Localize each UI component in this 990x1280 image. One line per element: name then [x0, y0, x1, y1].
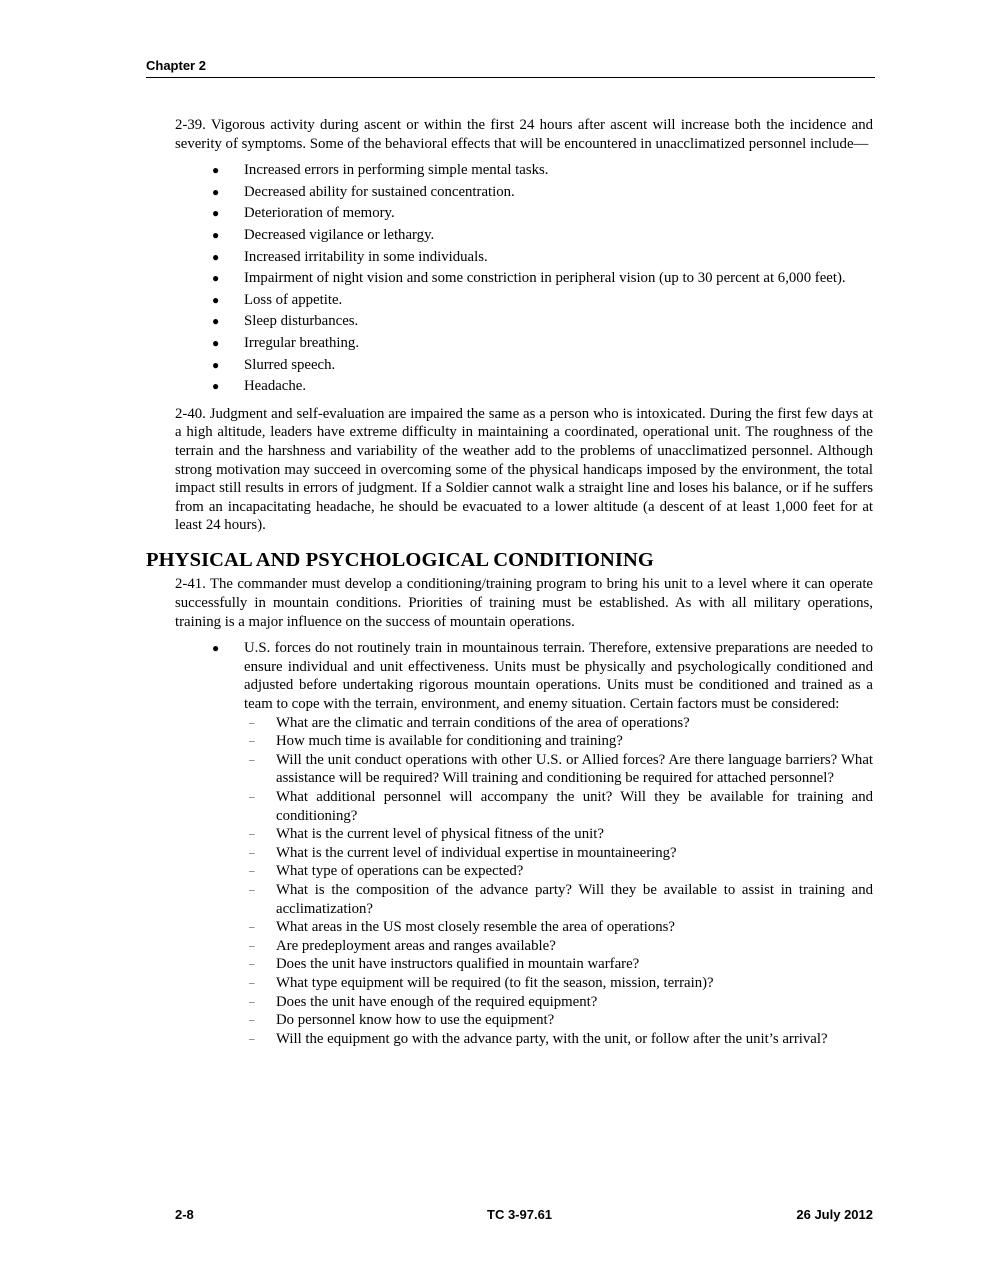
list-item [175, 248, 873, 267]
bullet-icon: ● [212, 357, 220, 372]
dash-icon: – [249, 958, 255, 971]
list-item-text: Slurred speech. [244, 356, 336, 373]
factor-item [244, 844, 873, 863]
list-item-text: Decreased ability for sustained concentration. [244, 183, 515, 200]
factor-text: What is the current level of physical fitness of the unit? [276, 826, 604, 843]
list-item [175, 377, 873, 396]
dash-icon: – [249, 921, 255, 934]
list-item [175, 334, 873, 353]
dash-icon: – [249, 1014, 255, 1027]
document-id: TC 3-97.61 [487, 1207, 553, 1222]
bullet-icon: ● [212, 163, 220, 178]
page-body [146, 116, 873, 1057]
conditioning-list [175, 639, 873, 1048]
list-item [175, 161, 873, 180]
factor-text: Are predeployment areas and ranges available? [276, 937, 556, 954]
factor-item [244, 862, 873, 881]
list-item-text: Increased errors in performing simple mental tasks. [244, 162, 549, 179]
factor-text: Does the unit have instructors qualified in mountain warfare? [276, 956, 640, 973]
dash-icon: – [249, 846, 255, 859]
paragraph-2-39: 2-39. Vigorous activity during ascent or within the first 24 hours after ascent will increase both the incidence and severity of symptoms. Some of the behavioral effects that will be encountered in unacclimatized personnel include— [175, 117, 873, 152]
dash-icon: – [249, 976, 255, 989]
dash-icon: – [249, 883, 255, 896]
bullet-icon: ● [212, 379, 220, 394]
list-item [175, 356, 873, 375]
factor-text: What type of operations can be expected? [276, 863, 524, 880]
factor-item [244, 714, 873, 733]
bullet-icon: ● [212, 292, 220, 307]
factor-text: What type equipment will be required (to fit the season, mission, terrain)? [276, 974, 714, 991]
list-item [175, 291, 873, 310]
bullet-icon: ● [212, 641, 220, 656]
factor-text: Will the unit conduct operations with other U.S. or Allied forces? Are there language barriers? What assistance will be required? Will training and conditioning be required for attached personnel? [276, 751, 873, 787]
list-item-text: Increased irritability in some individuals. [244, 248, 488, 265]
list-item-text: Headache. [244, 378, 307, 395]
section-heading: PHYSICAL AND PSYCHOLOGICAL CONDITIONING [146, 548, 654, 571]
list-item-text: Sleep disturbances. [244, 313, 359, 330]
dash-icon: – [249, 865, 255, 878]
page-number: 2-8 [175, 1207, 194, 1222]
list-item [175, 204, 873, 223]
factor-item [244, 974, 873, 993]
bullet-icon: ● [212, 184, 220, 199]
dash-icon: – [249, 753, 255, 766]
factor-text: What is the current level of individual expertise in mountaineering? [276, 844, 677, 861]
list-item-text: Deterioration of memory. [244, 205, 395, 222]
factor-item [244, 993, 873, 1012]
factor-item [244, 1011, 873, 1030]
factor-item [244, 937, 873, 956]
list-item-text: Irregular breathing. [244, 334, 360, 351]
chapter-label: Chapter 2 [146, 58, 206, 73]
publication-date: 26 July 2012 [796, 1207, 873, 1222]
bullet-icon: ● [212, 335, 220, 350]
dash-icon: – [249, 828, 255, 841]
dash-icon: – [249, 791, 255, 803]
factor-item [244, 1030, 873, 1049]
list-item [175, 269, 873, 288]
dash-icon: – [249, 939, 255, 952]
factor-item [244, 788, 873, 825]
factor-item [244, 732, 873, 751]
list-item-text: Loss of appetite. [244, 291, 343, 308]
factor-text: Will the equipment go with the advance party, with the unit, or follow after the unit’s arrival? [276, 1030, 828, 1047]
factors-list [244, 714, 873, 1049]
list-item-text: Decreased vigilance or lethargy. [244, 226, 435, 243]
factor-text: What is the composition of the advance party? Will they be available to assist in training and acclimatization? [276, 881, 873, 917]
factor-item [244, 955, 873, 974]
bullet-icon: ● [212, 271, 220, 286]
dash-icon: – [249, 716, 255, 729]
list-item-text: Impairment of night vision and some constriction in peripheral vision (up to 30 percent at 6,000 feet). [244, 270, 846, 287]
page-header [146, 58, 875, 78]
factor-text: How much time is available for conditioning and training? [276, 733, 623, 750]
dash-icon: – [249, 995, 255, 1008]
factor-text: Does the unit have enough of the required equipment? [276, 993, 598, 1010]
factor-text: What areas in the US most closely resemble the area of operations? [276, 919, 675, 936]
list-item [175, 226, 873, 245]
dash-icon: – [249, 1032, 255, 1045]
bullet-icon: ● [212, 206, 220, 221]
list-item [175, 312, 873, 331]
paragraph-2-41: 2-41. The commander must develop a conditioning/training program to bring his unit to a level where it can operate successfully in mountain conditions. Priorities of training must be established. As with all military operations, training is a major influence on the success of mountain operations. [175, 576, 873, 630]
bullet-icon: ● [212, 314, 220, 329]
paragraph-2-40: 2-40. Judgment and self-evaluation are impaired the same as a person who is intoxicated. During the first few days at a high altitude, leaders have extreme difficulty in maintaining a coordinated, operational unit. The roughness of the terrain and the harshness and variability of the weather add to the problems of unacclimatized personnel. Although strong motivation may succeed in overcoming some of the physical handicaps imposed by the environment, the total impact still results in errors of judgment. If a Soldier cannot walk a straight line and loses his balance, or if he suffers from an incapacitating headache, he should be evacuated to a lower altitude (a descent of at least 1,000 feet for at least 24 hours). [175, 405, 873, 534]
bullet-icon: ● [212, 227, 220, 242]
list-item [175, 183, 873, 202]
factor-item [244, 825, 873, 844]
list-item [175, 639, 873, 1048]
behavioral-effects-list [175, 161, 873, 396]
factor-item [244, 918, 873, 937]
factor-text: What additional personnel will accompany the unit? Will they be available for training and conditioning? [276, 789, 873, 824]
page-footer [175, 1207, 873, 1225]
factor-item [244, 881, 873, 918]
factor-text: Do personnel know how to use the equipment? [276, 1012, 555, 1029]
factor-item [244, 751, 873, 788]
factor-text: What are the climatic and terrain conditions of the area of operations? [276, 714, 690, 731]
bullet-icon: ● [212, 249, 220, 264]
dash-icon: – [249, 735, 255, 748]
list-item-text: U.S. forces do not routinely train in mountainous terrain. Therefore, extensive preparations are needed to ensure individual and unit effectiveness. Units must be physically and psychologically conditioned and adjusted before undertaking rigorous mountain operations. Units must be conditioned and trained as a team to cope with the terrain, environment, and enemy situation. Certain factors must be considered: [244, 640, 873, 713]
